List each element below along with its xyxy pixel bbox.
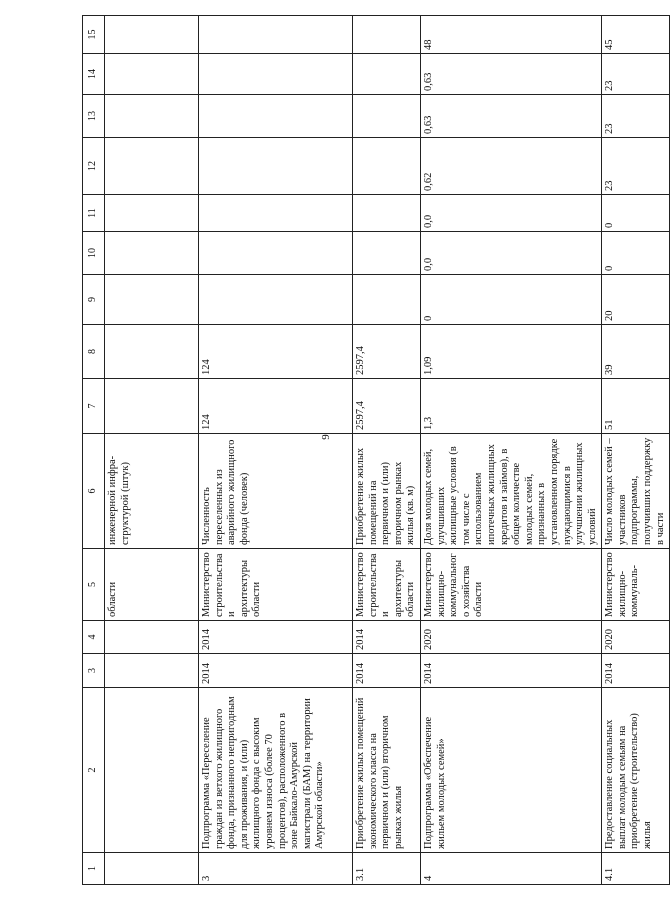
value-14 — [105, 54, 199, 95]
value-8: 124 — [199, 325, 353, 379]
start-year: 2014 — [420, 654, 601, 688]
row-number — [105, 853, 199, 885]
header-row — [83, 16, 105, 885]
value-8: 39 — [602, 325, 670, 379]
value-15 — [199, 16, 353, 54]
value-7 — [105, 379, 199, 434]
value-15 — [353, 16, 421, 54]
col-header: 1 — [83, 853, 105, 885]
indicator: Число молодых семей – участников подпрограммы, получивших поддержку в части — [602, 434, 670, 549]
value-14 — [353, 54, 421, 95]
program-indicators-table — [82, 15, 670, 885]
value-14: 23 — [602, 54, 670, 95]
table-row — [199, 16, 353, 885]
value-10 — [199, 232, 353, 275]
indicator: Численность переселенных из аварийного жилищного фонда (человек) — [199, 434, 353, 549]
value-11 — [105, 195, 199, 232]
value-13: 0,63 — [420, 95, 601, 138]
col-header: 4 — [83, 621, 105, 654]
value-15 — [105, 16, 199, 54]
end-year — [105, 621, 199, 654]
value-10 — [353, 232, 421, 275]
value-7: 51 — [602, 379, 670, 434]
value-9 — [353, 275, 421, 325]
table-row — [420, 16, 601, 885]
value-11 — [353, 195, 421, 232]
value-10: 0,0 — [420, 232, 601, 275]
value-9: 0 — [420, 275, 601, 325]
row-number: 4 — [420, 853, 601, 885]
program-name — [105, 688, 199, 853]
indicator: Приобретение жилых помещений на первичном и (или) вторичном рынках жилья (кв. м) — [353, 434, 421, 549]
col-header: 15 — [83, 16, 105, 54]
start-year: 2014 — [353, 654, 421, 688]
col-header: 10 — [83, 232, 105, 275]
value-12 — [353, 138, 421, 195]
col-header: 8 — [83, 325, 105, 379]
row-number: 3.1 — [353, 853, 421, 885]
table-row — [353, 16, 421, 885]
col-header: 5 — [83, 549, 105, 621]
value-13 — [353, 95, 421, 138]
value-14 — [199, 54, 353, 95]
program-name: Подпрограмма «Переселение граждан из ветхого жилищного фонда, признанного непригодным для проживания, и (или) жилищного фонда с высоким уровнем износа (более 70 процентов), расположенного в зоне Байкало-Амурской магистрали (БАМ) на территории Амурской области» — [199, 688, 353, 853]
value-8: 2597,4 — [353, 325, 421, 379]
col-header: 2 — [83, 688, 105, 853]
value-9 — [105, 275, 199, 325]
col-header: 6 — [83, 434, 105, 549]
row-number: 4.1 — [602, 853, 670, 885]
table-row — [602, 16, 670, 885]
end-year: 2014 — [199, 621, 353, 654]
value-7: 2597,4 — [353, 379, 421, 434]
row-number: 3 — [199, 853, 353, 885]
indicator: Доля молодых семей, улучшивших жилищные условия (в том числе с использованием ипотечных жилищных кредитов и займов), в общем количестве молодых семей, признанных в установленном порядке нуждающимися в улучшении жилищных условий — [420, 434, 601, 549]
program-name: Подпрограмма «Обеспечение жильем молодых семей» — [420, 688, 601, 853]
value-12: 0,62 — [420, 138, 601, 195]
value-11 — [199, 195, 353, 232]
value-12: 23 — [602, 138, 670, 195]
page-number: 9 — [320, 434, 332, 440]
value-10 — [105, 232, 199, 275]
col-header: 14 — [83, 54, 105, 95]
end-year: 2020 — [602, 621, 670, 654]
value-7: 1,3 — [420, 379, 601, 434]
start-year: 2014 — [602, 654, 670, 688]
value-9: 20 — [602, 275, 670, 325]
indicator: инженерной инфра-структурой (штук) — [105, 434, 199, 549]
program-name: Предоставление социальных выплат молодым семьям на приобретение (строительство) жилья — [602, 688, 670, 853]
value-9 — [199, 275, 353, 325]
col-header: 9 — [83, 275, 105, 325]
executor: области — [105, 549, 199, 621]
value-8 — [105, 325, 199, 379]
col-header: 11 — [83, 195, 105, 232]
value-13 — [105, 95, 199, 138]
executor: Министерство строительства и архитектуры области — [353, 549, 421, 621]
executor: Министерство жилищно-коммунального хозяйства области — [420, 549, 601, 621]
value-13: 23 — [602, 95, 670, 138]
value-12 — [105, 138, 199, 195]
value-15: 48 — [420, 16, 601, 54]
value-11: 0 — [602, 195, 670, 232]
col-header: 13 — [83, 95, 105, 138]
end-year: 2020 — [420, 621, 601, 654]
table-row — [105, 16, 199, 885]
col-header: 12 — [83, 138, 105, 195]
value-11: 0,0 — [420, 195, 601, 232]
start-year — [105, 654, 199, 688]
program-name: Приобретение жилых помещений экономического класса на первичном и (или) вторичном рынках жилья — [353, 688, 421, 853]
end-year: 2014 — [353, 621, 421, 654]
value-13 — [199, 95, 353, 138]
value-14: 0,63 — [420, 54, 601, 95]
value-7: 124 — [199, 379, 353, 434]
table-container — [82, 16, 666, 885]
executor: Министерство жилищно-коммуналь- — [602, 549, 670, 621]
value-15: 45 — [602, 16, 670, 54]
start-year: 2014 — [199, 654, 353, 688]
value-8: 1,09 — [420, 325, 601, 379]
value-10: 0 — [602, 232, 670, 275]
col-header: 7 — [83, 379, 105, 434]
value-12 — [199, 138, 353, 195]
col-header: 3 — [83, 654, 105, 688]
executor: Министерство строительства и архитектуры области — [199, 549, 353, 621]
